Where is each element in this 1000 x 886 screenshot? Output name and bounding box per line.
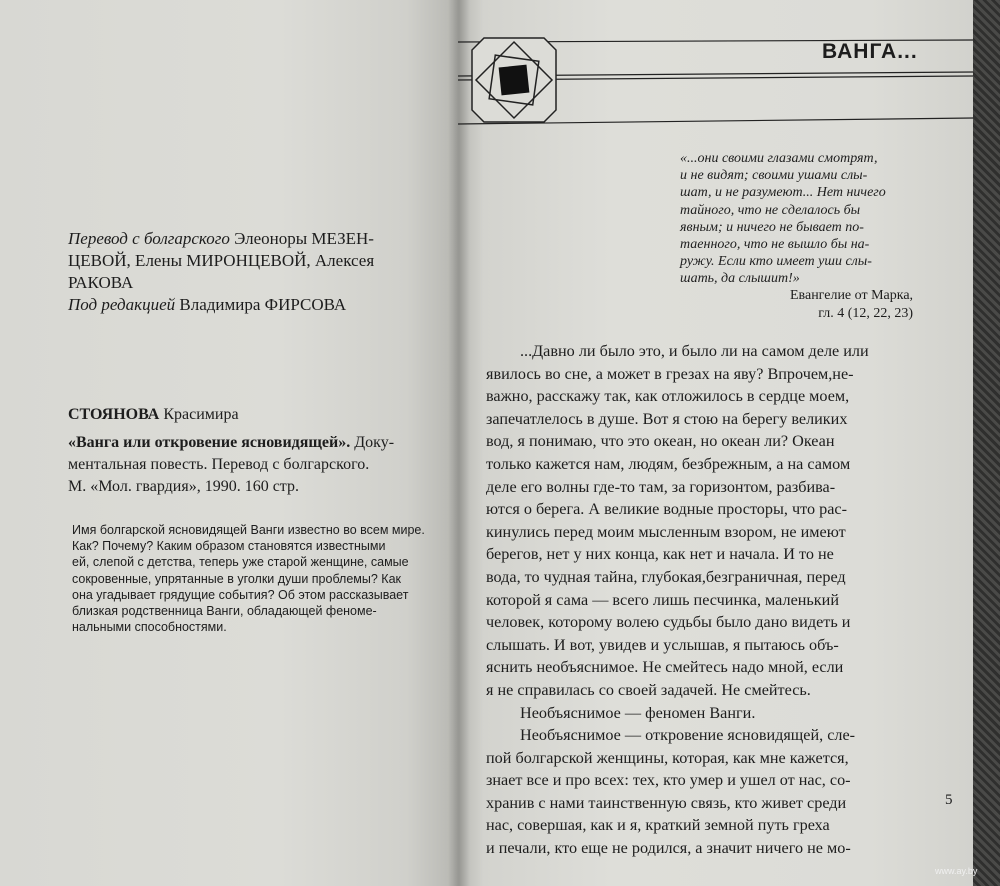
- epigraph: «...они своими глазами смотрят, и не видят; своими ушами слы- шат, и не разумеют... Нет ничего тайного, что не сделалось бы явным; и ничего не бывает по- таенного, что не вышло бы на- ружу. Если кто имеет уши слы- шать, да слышит!»: [680, 151, 886, 287]
- biblio-author: СТОЯНОВА Красимира: [68, 406, 239, 423]
- body-line: только кажется нам, людям, безбрежным, а на самом: [486, 454, 851, 473]
- body-line: ...Давно ли было это, и было ли на самом деле или: [520, 342, 869, 360]
- body-line: деле его волны где-то там, за горизонтом, разбива-: [486, 477, 836, 496]
- body-line: слышать. И вот, увидев и услышав, я пытаюсь объ-: [486, 635, 839, 654]
- body-text: [486, 340, 869, 860]
- background-fabric: [973, 0, 1000, 886]
- body-line: хранив с нами таинственную связь, кто живет среди: [486, 793, 847, 812]
- book-gutter: [448, 0, 470, 886]
- body-line: я не справилась со своей задачей. Не смейтесь.: [486, 680, 811, 699]
- body-line: знает все и про всех: тех, кто умер и ушел от нас, со-: [486, 771, 851, 790]
- diamond-emblem-icon: [472, 38, 556, 122]
- body-line: вода, то чудная тайна, глубокая,безграничная, перед: [486, 567, 846, 586]
- body-line: человек, которому волею судьбы было дано видеть и: [486, 613, 851, 632]
- body-line: пой болгарской женщины, которая, как мне кажется,: [486, 748, 849, 767]
- body-line: нас, совершая, как и я, краткий земной путь греха: [486, 816, 830, 835]
- watermark: www.ay.by: [935, 866, 978, 876]
- biblio-record: «Ванга или откровение ясновидящей». Доку- ментальная повесть. Перевод с болгарского. М. «Мол. гвардия», 1990. 160 стр.: [68, 434, 395, 495]
- body-line: вод, я понимаю, что это океан, но океан ли? Океан: [486, 432, 835, 451]
- body-line: важно, расскажу так, как отложилось в сердце моем,: [486, 387, 850, 406]
- page-number: 5: [945, 792, 953, 808]
- body-line: которой я сама — всего лишь песчинка, маленький: [486, 590, 839, 609]
- body-line: Необъяснимое — откровение ясновидящей, сле-: [520, 726, 856, 745]
- translation-credits: Перевод с болгарского Элеоноры МЕЗЕН- ЦЕВОЙ, Елены МИРОНЦЕВОЙ, Алексея РАКОВА Под редакцией Владимира ФИРСОВА: [68, 229, 375, 314]
- abstract-text: Имя болгарской ясновидящей Ванги известно во всем мире. Как? Почему? Каким образом становятся известными ей, слепой с детства, теперь уже старой женщине, самые сокровенные, упрятанные в уголки души проблемы? Как она угадывает грядущие события? Об этом рассказывает близкая родственница Ванги, обладающей феноме- нальными способностями.: [72, 523, 425, 635]
- body-line: берегов, нет у них конца, как нет и начала. И то не: [486, 545, 834, 564]
- epigraph-source: Евангелие от Марка, гл. 4 (12, 22, 23): [790, 288, 914, 321]
- body-line: явилось во сне, а может в грезах на яву? Впрочем,не-: [486, 364, 854, 383]
- body-line: и печали, кто еще не родился, а значит ничего не мо-: [486, 839, 851, 858]
- body-line: яснить необъяснимое. Не смейтесь надо мной, если: [486, 658, 844, 677]
- body-line: Необъяснимое — феномен Ванги.: [520, 703, 756, 722]
- running-title: ВАНГА...: [822, 40, 918, 63]
- body-line: ются о берега. А великие водные просторы, что рас-: [486, 500, 847, 519]
- body-line: кинулись перед моим мысленным взором, не имеют: [486, 522, 846, 541]
- body-line: запечатлелось в душе. Вот я стою на берегу великих: [486, 409, 848, 428]
